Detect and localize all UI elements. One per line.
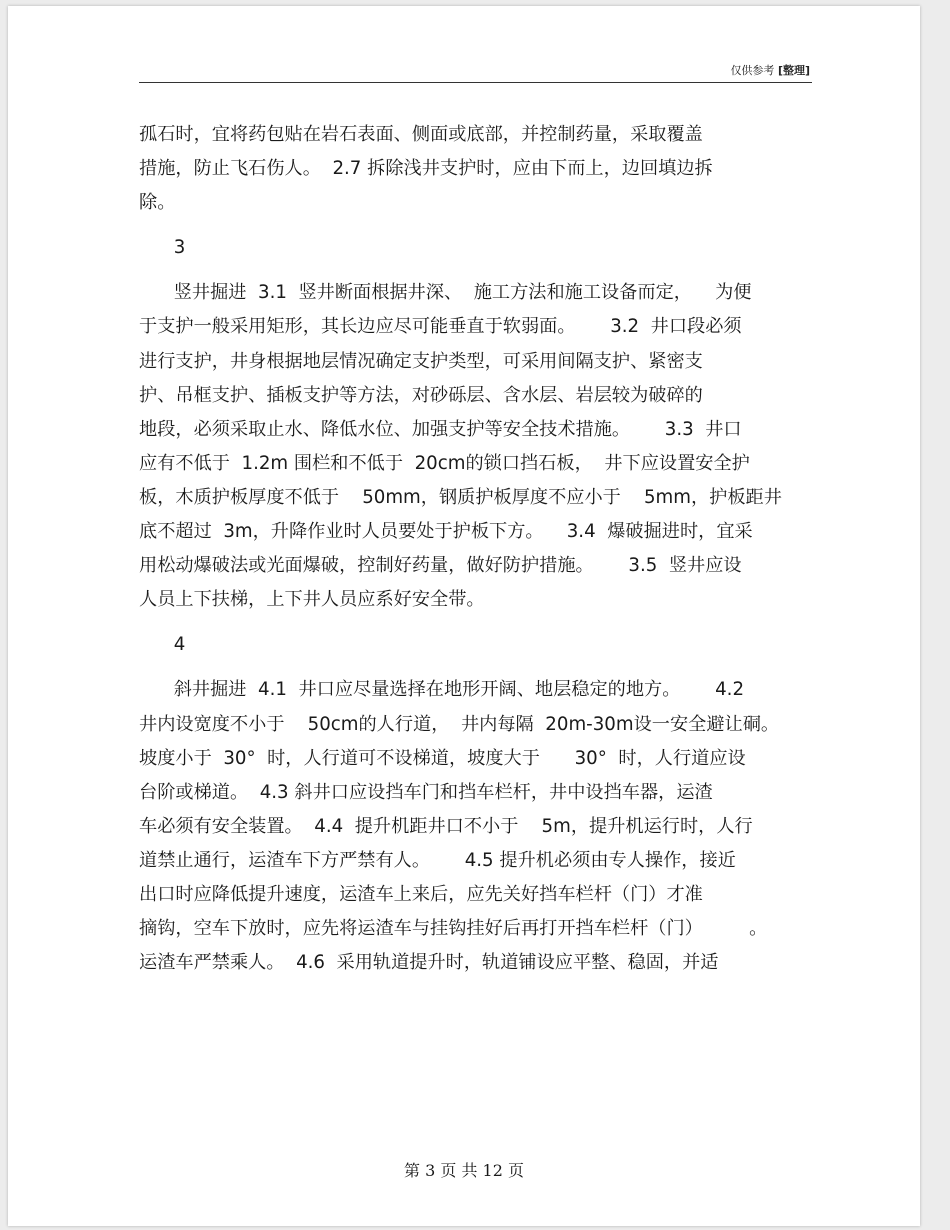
text-line: 措施，防止飞石伤人。 2.7 拆除浅井支护时，应由下而上，边回填边拆 [139, 158, 713, 180]
text-line: 车必须有安全装置。 4.4 提升机距井口不小于 5m，提升机运行时，人行 [139, 815, 753, 837]
text-line: 孤石时，宜将药包贴在岩石表面、侧面或底部，并控制药量，采取覆盖 [139, 124, 703, 145]
text-line: 人员上下扶梯，上下井人员应系好安全带。 [139, 589, 485, 611]
text-line: 台阶或梯道。 4.3 斜井口应设挡车门和挡车栏杆，井中设挡车器，运渣 [139, 781, 713, 803]
text-line: 出口时应降低提升速度，运渣车上来后，应先关好挡车栏杆（门）才准 [139, 883, 703, 905]
header-divider [139, 82, 812, 83]
text-line: 于支护一般采用矩形，其长边应尽可能垂直于软弱面。 3.2 井口段必须 [139, 316, 742, 338]
text-line: 道禁止通行，运渣车下方严禁有人。 4.5 提升机必须由专人操作，接近 [139, 849, 736, 871]
text-line: 坡度小于 30° 时，人行道可不设梯道，坡度大于 30° 时，人行道应设 [139, 747, 746, 769]
text-line: 竖井掘进 3.1 竖井断面根据井深、 施工方法和施工设备而定， 为便 [139, 282, 752, 304]
body-text [139, 118, 829, 980]
header-note: 仅供参考 [730, 64, 775, 77]
text-line: 摘钩，空车下放时，应先将运渣车与挂钩挂好后再打开挡车栏杆（门） 。 [139, 918, 768, 940]
text-line: 地段，必须采取止水、降低水位、加强支护等安全技术措施。 3.3 井口 [139, 418, 742, 440]
text-line: 运渣车严禁乘人。 4.6 采用轨道提升时，轨道铺设应平整、稳固，并适 [139, 952, 719, 974]
text-line: 用松动爆破法或光面爆破，控制好药量，做好防护措施。 3.5 竖井应设 [139, 555, 742, 577]
text-line: 井内设宽度不小于 50cm的人行道， 井内每隔 20m-30m设一安全避让硐。 [139, 713, 780, 735]
document-page [8, 6, 920, 1226]
section-number: 3 [139, 237, 186, 259]
page-footer: 第 3 页 共 12 页 [404, 1161, 524, 1180]
section-number: 4 [139, 634, 186, 656]
text-line: 护、吊框支护、插板支护等方法，对砂砾层、含水层、岩层较为破碎的 [139, 384, 703, 406]
text-line: 除。 [139, 192, 176, 214]
page-header [730, 62, 810, 78]
text-line: 应有不低于 1.2m 围栏和不低于 20cm的锁口挡石板， 井下应设置安全护 [139, 452, 750, 474]
text-line: 底不超过 3m，升降作业时人员要处于护板下方。 3.4 爆破掘进时，宜采 [139, 521, 753, 543]
text-line: 板，木质护板厚度不低于 50mm，钢质护板厚度不应小于 5mm，护板距井 [139, 486, 782, 508]
text-line: 斜井掘进 4.1 井口应尽量选择在地形开阔、地层稳定的地方。 4.2 [139, 679, 745, 701]
header-tag: [整理] [777, 64, 810, 77]
text-line: 进行支护，井身根据地层情况确定支护类型，可采用间隔支护、紧密支 [139, 350, 703, 372]
